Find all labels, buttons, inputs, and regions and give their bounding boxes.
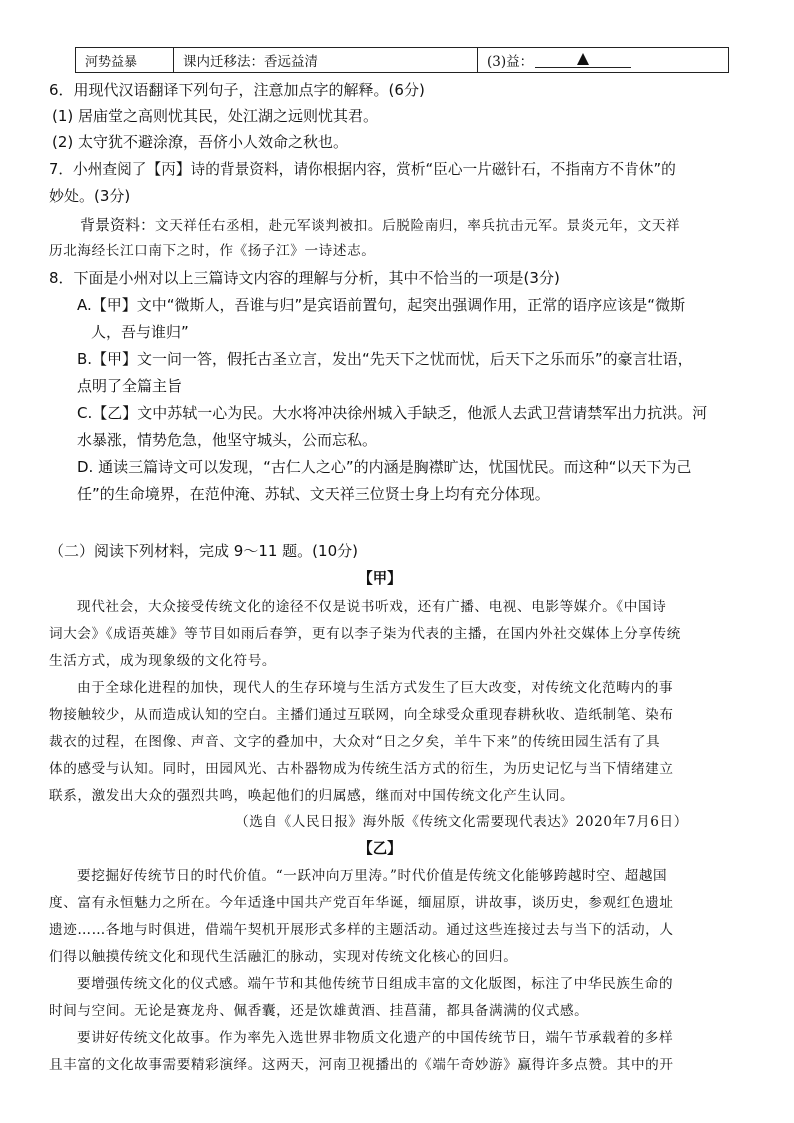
- yi-paragraph-1-line-3: 遗迹……各地与时俱进，借端午契机开展形式多样的主题活动。通过这些连接过去与当下的活动，人: [49, 922, 674, 938]
- jia-paragraph-2-line-1: 由于全球化进程的加快，现代人的生存环境与生活方式发生了巨大改变，对传统文化范畴内的事: [77, 680, 674, 696]
- background-text-1: 文天祥任右丞相，赴元军谈判被扣。后脱险南归，率兵抗击元军。景炎元年，文天祥: [155, 218, 681, 234]
- option-b-line-1: B.【甲】文一问一答，假托古圣立言，发出“先天下之忧而忧，后天下之乐而乐”的豪言壮语，: [77, 350, 693, 368]
- question-6-sentence-2: (2) 太守犹不避涂潦，吾侪小人效命之秋也。: [52, 133, 349, 151]
- jia-paragraph-2-line-4: 体的感受与认知。同时，田园风光、古朴器物成为传统生活方式的衍生，为历史记忆与当下情绪建立: [49, 761, 674, 777]
- jia-paragraph-1-line-3: 生活方式，成为现象级的文化符号。: [49, 653, 277, 669]
- jia-source: （选自《人民日报》海外版《传统文化需要现代表达》2020年7月6日）: [235, 814, 688, 830]
- yi-paragraph-3-line-2: 且丰富的文化故事需要精彩演绎。这两天，河南卫视播出的《端午奇妙游》赢得许多点赞。其中的开: [49, 1057, 674, 1073]
- jia-paragraph-1-line-2: 词大会》《成语英雄》等节目如雨后春笋，更有以李子柒为代表的主播，在国内外社交媒体上分享传统: [49, 626, 681, 642]
- option-c-line-2: 水暴涨，情势危急，他坚守城头，公而忘私。: [77, 431, 378, 449]
- answer-blank[interactable]: [535, 53, 631, 68]
- jia-paragraph-2-line-5: 联系，激发出大众的强烈共鸣，唤起他们的归属感，继而对中国传统文化产生认同。: [49, 788, 575, 804]
- option-d-line-2: 任”的生命境界，在范仲淹、苏轼、文天祥三位贤士身上均有充分体现。: [77, 485, 550, 503]
- jia-paragraph-2-line-3: 裁衣的过程，在图像、声音、文字的叠加中，大众对“日之夕矣，羊牛下来”的传统田园生活有了具: [49, 734, 661, 750]
- option-a-line-1: A.【甲】文中“微斯人，吾谁与归”是宾语前置句，起突出强调作用，正常的语序应该是“微斯: [77, 296, 686, 314]
- section-2-heading: （二）阅读下列材料，完成 9～11 题。(10分): [49, 542, 358, 560]
- table-cell-method: 课内迁移法：香远益清: [174, 48, 478, 72]
- background-material-line-1: [80, 215, 680, 236]
- background-material-line-2: 历北海经长江口南下之时，作《扬子江》一诗述志。: [49, 243, 376, 259]
- yi-paragraph-1-line-4: 们得以触摸传统文化和现代生活融汇的脉动，实现对传统文化核心的回归。: [49, 949, 518, 965]
- option-a-line-2: 人，吾与谁归”: [91, 323, 189, 341]
- table-cell-answer: [478, 48, 728, 72]
- table-cell-phrase: 河势益暴: [76, 48, 174, 72]
- triangle-marker-icon: [577, 53, 589, 65]
- option-b-line-2: 点明了全篇主旨: [77, 377, 183, 395]
- jia-paragraph-1-line-1: 现代社会，大众接受传统文化的途径不仅是说书听戏，还有广播、电视、电影等媒介。《中国诗: [77, 599, 667, 615]
- yi-paragraph-2-line-2: 时间与空间。无论是赛龙舟、佩香囊，还是饮雄黄酒、挂菖蒲，都具备满满的仪式感。: [49, 1003, 589, 1019]
- passage-yi-title: 【乙】: [358, 839, 402, 857]
- yi-paragraph-1-line-2: 度、富有永恒魅力之所在。今年适逢中国共产党百年华诞，缅屈原，讲故事，谈历史，参观红色遗址: [49, 895, 674, 911]
- question-7-stem-line-1: 7．小州查阅了【丙】诗的背景资料，请你根据内容，赏析“臣心一片磁针石，不指南方不肯休”的: [49, 161, 676, 178]
- option-d-line-1: D. 通读三篇诗文可以发现，“古仁人之心”的内涵是胸襟旷达，忧国忧民。而这种“以天下为己: [77, 458, 692, 476]
- passage-jia-title: 【甲】: [358, 569, 402, 587]
- answer-label: (3)益：: [487, 54, 534, 70]
- question-8-stem: 8．下面是小州对以上三篇诗文内容的理解与分析，其中不恰当的一项是(3分): [49, 269, 560, 287]
- option-c-line-1: C.【乙】文中苏轼一心为民。大水将冲决徐州城入手缺乏，他派人去武卫营请禁军出力抗洪。河: [77, 404, 708, 422]
- question-6-sentence-1: (1) 居庙堂之高则忧其民，处江湖之远则忧其君。: [52, 107, 379, 125]
- yi-paragraph-1-line-1: 要挖掘好传统节日的时代价值。“一跃冲向万里涛。”时代价值是传统文化能够跨越时空、超越国: [77, 868, 668, 884]
- transfer-method-table: [75, 47, 729, 73]
- jia-paragraph-2-line-2: 物接触较少，从而造成认知的空白。主播们通过互联网，向全球受众重现春耕秋收、造纸制笔、染布: [49, 707, 674, 723]
- question-6-stem: 6．用现代汉语翻译下列句子，注意加点字的解释。(6分): [49, 81, 425, 99]
- yi-paragraph-2-line-1: 要增强传统文化的仪式感。端午节和其他传统节日组成丰富的文化版图，标注了中华民族生命的: [77, 976, 674, 992]
- question-7-stem-line-2: 妙处。(3分): [49, 187, 131, 205]
- background-label: 背景资料：: [80, 216, 156, 234]
- yi-paragraph-3-line-1: 要讲好传统文化故事。作为率先入选世界非物质文化遗产的中国传统节日，端午节承载着的多样: [77, 1030, 674, 1046]
